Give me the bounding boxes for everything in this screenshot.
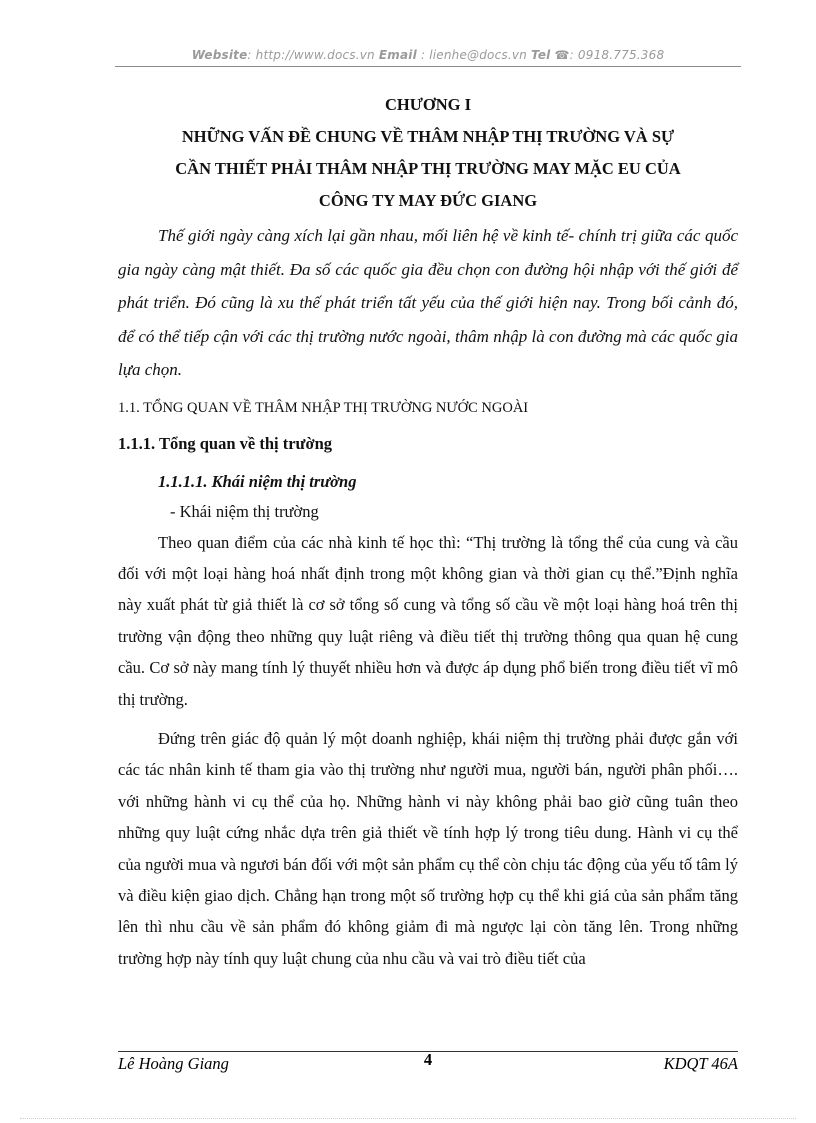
footer-author: Lê Hoàng Giang (118, 1054, 229, 1073)
tel-value: : 0918.775.368 (569, 48, 665, 62)
document-body (118, 88, 738, 974)
email-label: Email (378, 48, 417, 62)
phone-icon: ☎ (554, 48, 570, 62)
intro-paragraph: Thế giới ngày càng xích lại gần nhau, mối liên hệ về kinh tế- chính trị giữa các quốc gia ngày càng mật thiết. Đa số các quốc gia đều chọn con đường hội nhập với thế giới để phát triển. Đó cũng là xu thế phát triển tất yếu của thế giới hiện nay. Trong bối cảnh đó, để có thể tiếp cận với các thị trường nước ngoài, thâm nhập là con đường mà các quốc gia lựa chọn. (118, 226, 738, 379)
chapter-heading: CHƯƠNG I (384, 95, 471, 114)
body-paragraph: Theo quan điểm của các nhà kinh tế học thì: “Thị trường là tổng thể của cung và cầu đối với một loại hàng hoá nhất định trong một không gian và thời gian cụ thể.”Định nghĩa này xuất phát từ giả thiết là cơ sở tổng số cung và tổng số cầu về một loại hàng hoá trên thị trường vận động theo những quy luật riêng và điều tiết thị trường thông qua quan hệ cung cầu. Cơ sở này mang tính lý thuyết nhiều hơn và được áp dụng phổ biến trong điều tiết vĩ mô thị trường. (118, 532, 738, 709)
chapter-title-line: CÔNG TY MAY ĐỨC GIANG (318, 191, 538, 210)
page-number: 4 (423, 1050, 433, 1069)
website-label: Website (191, 48, 248, 62)
section-heading-1-1: 1.1. TỔNG QUAN VỀ THÂM NHẬP THỊ TRƯỜNG NƯỚC NGOÀI (118, 399, 529, 416)
chapter-title-line: NHỮNG VẤN ĐỀ CHUNG VỀ THÂM NHẬP THỊ TRƯỜNG VÀ SỰ (181, 127, 675, 146)
section-heading-1-1-1-1: 1.1.1.1. Khái niệm thị trường (158, 471, 357, 491)
chapter-title (118, 121, 738, 217)
tel-label: Tel (531, 48, 551, 62)
page-footer (118, 1050, 738, 1080)
chapter-title-line: CẦN THIẾT PHẢI THÂM NHẬP THỊ TRƯỜNG MAY MẶC EU CỦA (175, 159, 681, 178)
page-bottom-border (20, 1118, 796, 1119)
section-heading-1-1-1: 1.1.1. Tổng quan về thị trường (118, 433, 333, 453)
page-header (115, 48, 741, 62)
footer-class-code: KDQT 46A (663, 1054, 738, 1073)
website-value[interactable]: : http://www.docs.vn (247, 48, 375, 62)
bullet-item: - Khái niệm thị trường (170, 501, 319, 521)
body-paragraph: Đứng trên giác độ quản lý một doanh nghiệp, khái niệm thị trường phải được gắn với các tác nhân kinh tế tham gia vào thị trường như người mua, người bán, người phân phối…. với những hành vi cụ thể của họ. Những hành vi này không phải bao giờ cũng tuân theo những quy luật cứng nhắc dựa trên giả thiết về tính hợp lý trong tiêu dung. Hành vi cụ thể của người mua và ngươi bán đối với một sản phẩm cụ thể còn chịu tác động của yếu tố tâm lý và điều kiện giao dịch. Chẳng hạn trong một số trường hợp cụ thể khi giá của sản phẩm tăng lên thì nhu cầu về sản phẩm đó không giảm đi mà ngược lại còn tăng lên. Trong những trường hợp này tính quy luật chung của nhu cầu và vai trò điều tiết của (118, 728, 738, 968)
email-value[interactable]: : lienhe@docs.vn (420, 48, 527, 62)
header-divider (115, 66, 741, 67)
